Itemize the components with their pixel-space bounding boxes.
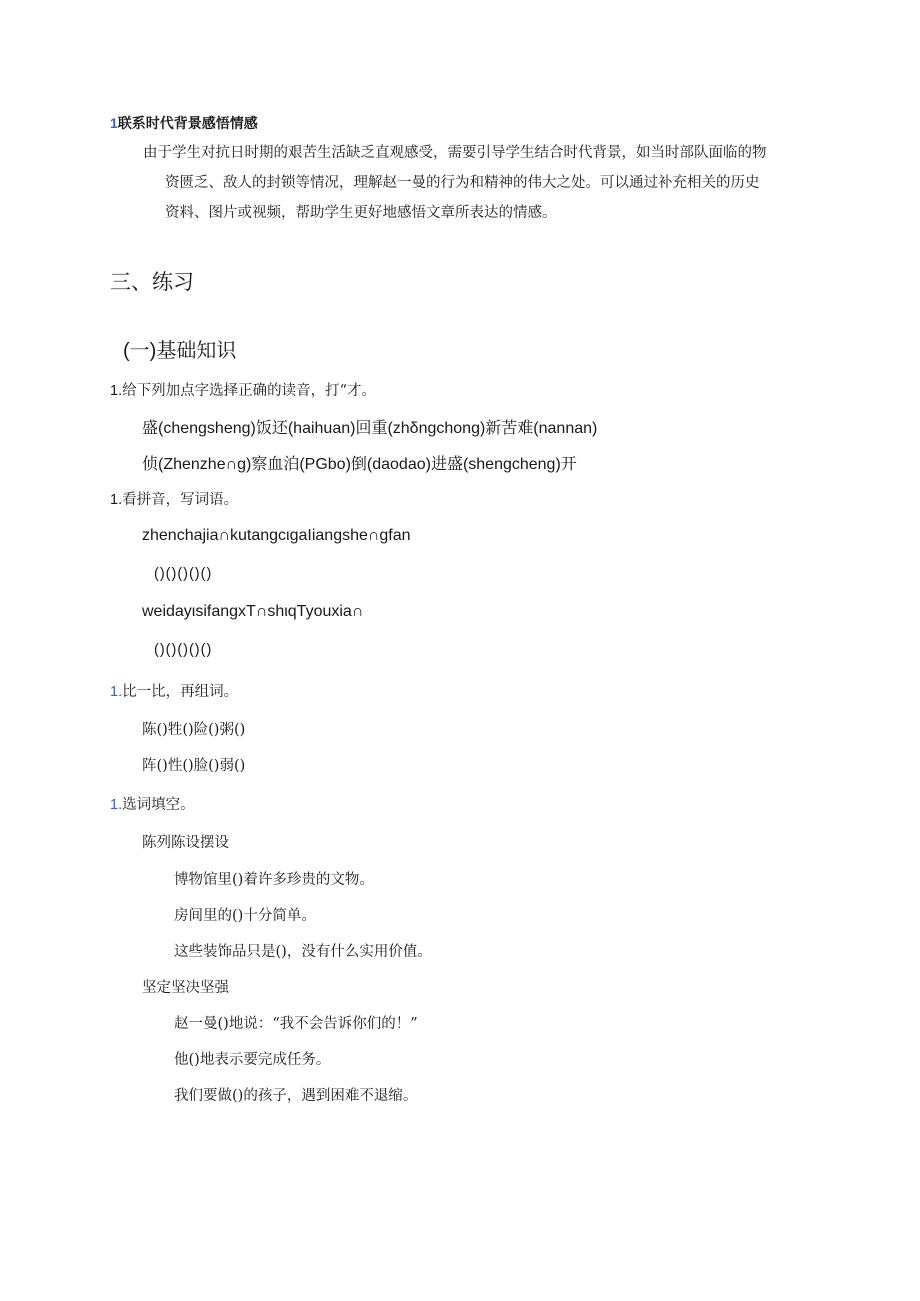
section-number: 1 <box>110 115 118 131</box>
paragraph-line: 由于学生对抗日时期的艰苦生活缺乏直观感受，需要引导学生结合时代背景，如当时部队面临的物 <box>143 145 767 161</box>
question-2 <box>110 488 238 509</box>
word-choices: 陈列陈设摆设 <box>142 835 229 851</box>
question-1 <box>110 379 376 400</box>
question-number: 1. <box>110 492 123 508</box>
paragraph-line: 资料、图片或视频，帮助学生更好地感悟文章所表达的情感。 <box>165 205 557 221</box>
compare-line: 陈()牲()险()粥() <box>142 722 246 738</box>
question-number: 1. <box>110 797 123 813</box>
pinyin-line: 侦(Zhenzhe∩g)察血泊(PGbo)倒(daodao)进盛(shengcheng)开 <box>142 456 577 473</box>
fill-sentence: 他()地表示要完成任务。 <box>174 1052 331 1068</box>
section-heading <box>110 113 258 133</box>
pinyin-line: zhenchajia∩kutangcιgaIiangshe∩gfan <box>142 527 411 544</box>
fill-sentence: 我们要做()的孩子，遇到困难不退缩。 <box>174 1088 418 1104</box>
question-number: 1. <box>110 684 123 700</box>
section-heading-text: 联系时代背景感悟情感 <box>117 115 258 131</box>
question-text: 比一比，再组词。 <box>122 684 239 700</box>
question-number: 1. <box>110 383 123 399</box>
pinyin-line: 盛(chengsheng)饭还(haihuan)回重(zhδngchong)新苦难(nannan) <box>142 420 598 437</box>
fill-sentence: 赵一曼()地说：“我不会告诉你们的！” <box>174 1016 418 1032</box>
question-4 <box>110 793 195 814</box>
question-text: 给下列加点字选择正确的读音，打“才。 <box>122 383 377 399</box>
fill-sentence: 博物馆里()着许多珍贵的文物。 <box>174 872 374 888</box>
fill-sentence: 这些装饰品只是()，没有什么实用价值。 <box>174 944 432 960</box>
exercise-title: 三、练习 <box>110 270 194 294</box>
compare-line: 阵()性()脸()弱() <box>142 758 246 774</box>
word-choices: 坚定坚决坚强 <box>142 980 229 996</box>
answer-blanks: ()()()()() <box>154 642 213 658</box>
answer-blanks: ()()()()() <box>154 566 213 582</box>
question-text: 看拼音，写词语。 <box>122 492 239 508</box>
paragraph-line: 资匮乏、敌人的封锁等情况，理解赵一曼的行为和精神的伟大之处。可以通过补充相关的历史 <box>165 175 760 191</box>
exercise-subtitle: (一)基础知识 <box>123 340 237 362</box>
question-text: 选词填空。 <box>122 797 195 813</box>
fill-sentence: 房间里的()十分简单。 <box>174 908 316 924</box>
pinyin-line: weidayιsifangxT∩shιqTyouxia∩ <box>142 603 364 620</box>
question-3 <box>110 680 238 701</box>
